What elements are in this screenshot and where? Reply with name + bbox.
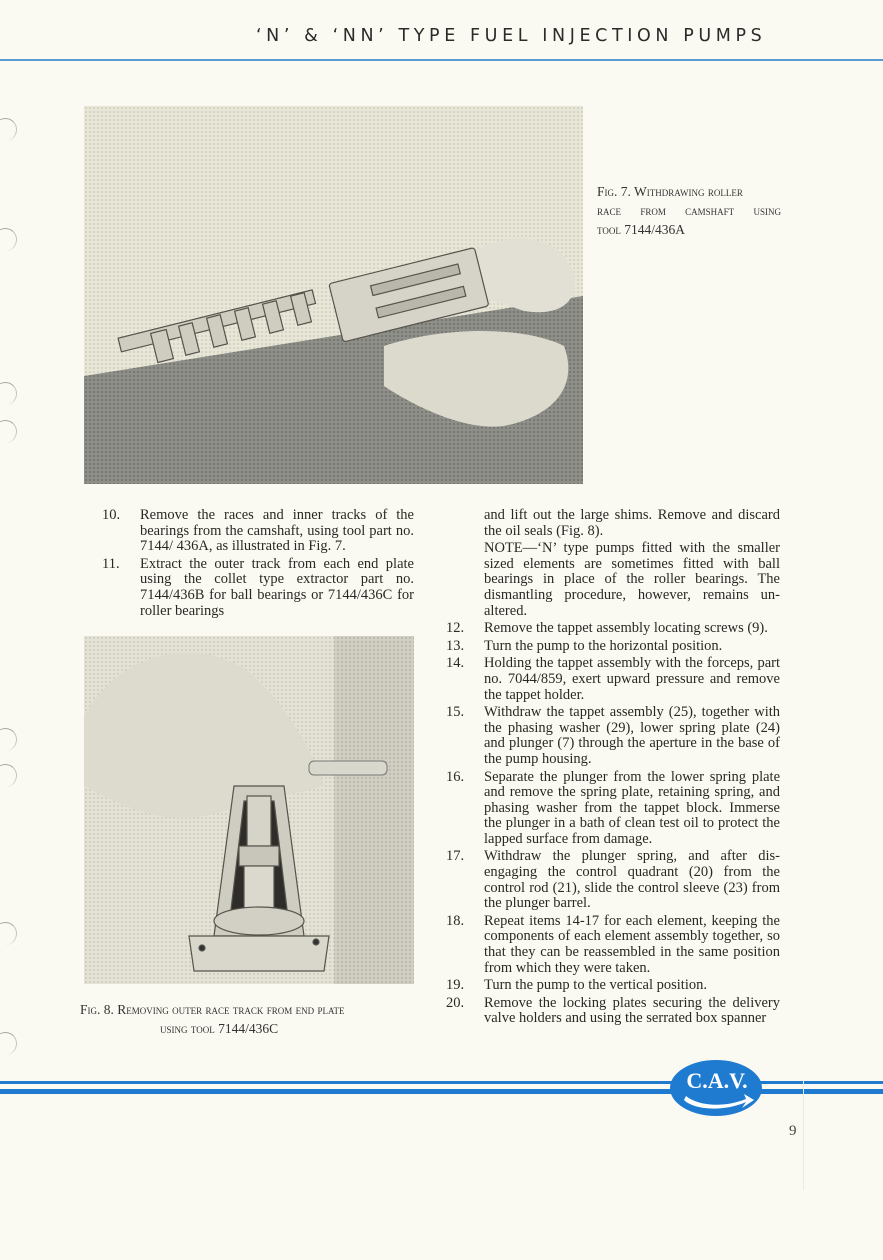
item-text: Holding the tappet assembly with the forceps, part no. 7044/859, exert upward pressure and remove the tappet holder. xyxy=(484,655,780,703)
item-number: 12. xyxy=(446,620,465,637)
instruction-item xyxy=(446,978,780,994)
item-text: Withdraw the plunger spring, and after dis-engaging the control quadrant (20) from the control rod (21), slide the control sleeve (23) from the plunger barrel. xyxy=(484,848,780,912)
punch-hole-mark xyxy=(0,118,17,141)
instruction-item xyxy=(446,849,780,911)
figure-8-caption-line: using tool 7144/436C xyxy=(160,1021,279,1036)
item-text: Repeat items 14-17 for each element, keeping the components of each element assembly together, so that they can be reassembled in the same position from which they were taken. xyxy=(484,912,780,976)
item-text: Extract the outer track from each end plate using the collet type extractor part no. 7144/436B for ball bearings or 7144/436C for roller bearings xyxy=(140,555,414,619)
item-text: Remove the locking plates securing the delivery valve holders and using the serrated box spanner xyxy=(484,994,780,1027)
punch-hole-mark xyxy=(0,228,17,251)
figure-7-caption xyxy=(597,182,781,239)
item-text: Turn the pump to the vertical position. xyxy=(484,977,707,994)
page-number: 9 xyxy=(789,1123,797,1139)
item-number: 18. xyxy=(446,912,465,929)
figure-7-caption-line: race from camshaft using xyxy=(597,203,781,218)
note-paragraph: NOTE—‘N’ type pumps fitted with the smaller sized elements are sometimes fitted with ball bearings in place of the roller bearings. The dismantling procedure, however, remains un-altered. xyxy=(484,540,780,619)
item-text: Separate the plunger from the lower spring plate and remove the spring plate, retaining spring, and phasing washer from the tappet block. Immerse the plunger in a bath of clean test oil to protect the lapped surface from damage. xyxy=(484,768,780,847)
instruction-item xyxy=(446,639,780,655)
page-header-title: ‘N’ & ‘NN’ TYPE FUEL INJECTION PUMPS xyxy=(256,26,767,46)
instruction-item xyxy=(446,914,780,976)
punch-hole-mark xyxy=(0,922,17,945)
left-column-text xyxy=(102,508,414,621)
instruction-item xyxy=(102,557,414,619)
instruction-item xyxy=(446,770,780,848)
instruction-item xyxy=(446,705,780,767)
figure-8-photo xyxy=(84,636,414,984)
item-number: 16. xyxy=(446,768,465,785)
item-number: 10. xyxy=(102,507,121,523)
instruction-item xyxy=(446,996,780,1027)
instruction-item xyxy=(102,508,414,555)
page-edge-line xyxy=(803,1080,804,1190)
continuation-paragraph: and lift out the large shims. Remove and discard the oil seals (Fig. 8). xyxy=(484,507,780,539)
figure-8-caption xyxy=(80,1000,420,1038)
item-number: 17. xyxy=(446,848,465,865)
item-number: 15. xyxy=(446,704,465,721)
header-rule xyxy=(0,59,883,61)
item-number: 19. xyxy=(446,977,465,994)
punch-hole-mark xyxy=(0,382,17,405)
item-number: 13. xyxy=(446,637,465,654)
instruction-item xyxy=(446,621,780,637)
item-text: Withdraw the tappet assembly (25), together with the phasing washer (29), lower spring plate (24) and plunger (7) through the aperture in the base of the pump housing. xyxy=(484,704,780,767)
item-text: Turn the pump to the horizontal position. xyxy=(484,637,723,654)
punch-hole-mark xyxy=(0,728,17,751)
item-number: 14. xyxy=(446,655,465,672)
figure-7-caption-line: Fig. 7. Withdrawing roller xyxy=(597,184,743,199)
punch-hole-mark xyxy=(0,764,17,787)
item-text: Remove the races and inner tracks of the bearings from the camshaft, using tool part no. 7144/ 436A, as illustrated in Fig. 7. xyxy=(140,507,414,555)
punch-hole-mark xyxy=(0,420,17,443)
right-column-text xyxy=(446,508,780,1029)
figure-7-photo xyxy=(84,106,583,484)
figure-8-caption-line: Fig. 8. Removing outer race track from end plate xyxy=(80,1002,345,1017)
item-number: 11. xyxy=(102,555,120,572)
cav-logo xyxy=(664,1058,768,1118)
logo-text: C.A.V. xyxy=(686,1068,748,1093)
punch-hole-mark xyxy=(0,1032,17,1055)
item-number: 20. xyxy=(446,994,465,1011)
instruction-item xyxy=(446,656,780,703)
figure-7-caption-line: tool 7144/436A xyxy=(597,222,685,237)
item-text: Remove the tappet assembly locating screws (9). xyxy=(484,620,768,637)
